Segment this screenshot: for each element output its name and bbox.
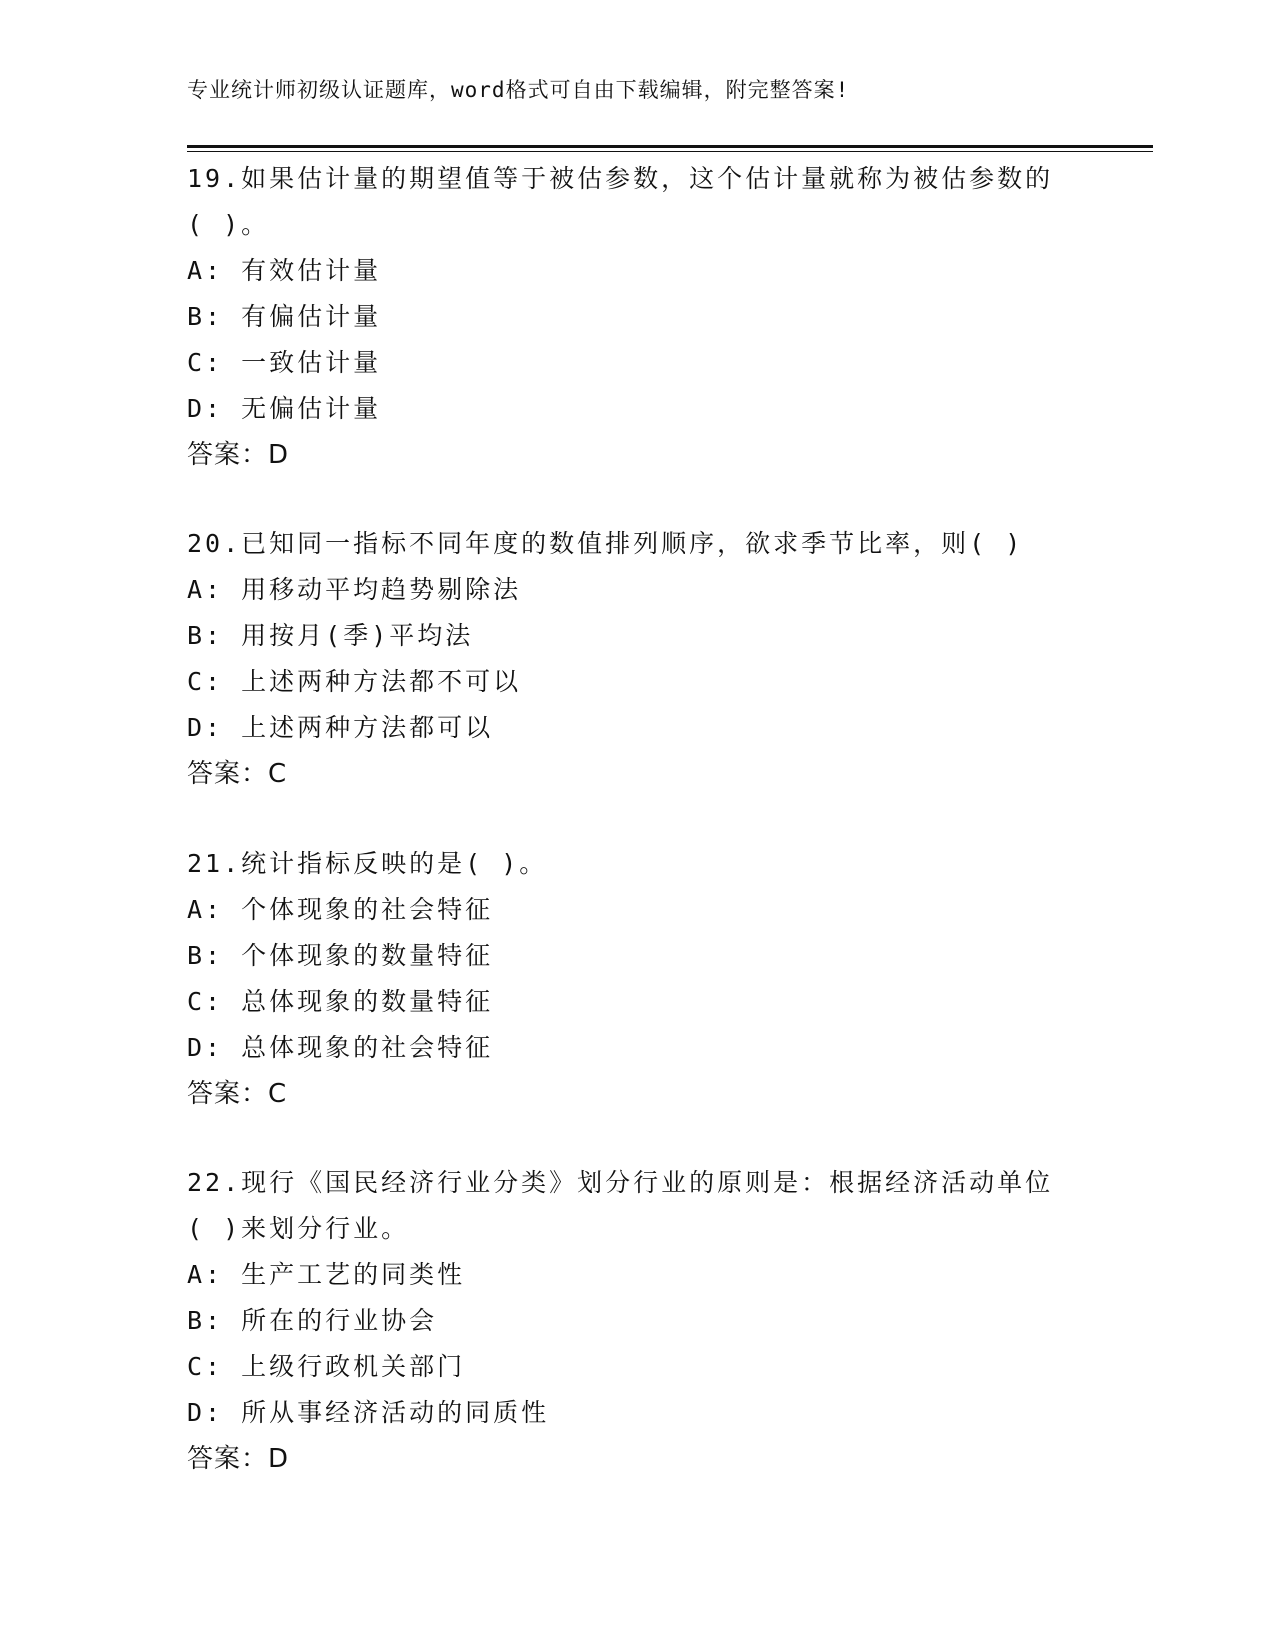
question-20 — [187, 521, 1087, 797]
option-a: A: 个体现象的社会特征 — [187, 895, 494, 924]
answer-label: 答案：D — [187, 1444, 290, 1474]
question-stem: 21.统计指标反映的是( )。 — [187, 849, 548, 878]
option-a: A: 有效估计量 — [187, 256, 382, 285]
question-19 — [187, 156, 1087, 478]
answer-label: 答案：C — [187, 759, 288, 789]
option-d: D: 总体现象的社会特征 — [187, 1033, 494, 1062]
option-d: D: 所从事经济活动的同质性 — [187, 1398, 550, 1427]
option-a: A: 生产工艺的同类性 — [187, 1260, 466, 1289]
document-header: 专业统计师初级认证题库，word格式可自由下载编辑，附完整答案! — [187, 78, 850, 102]
option-b: B: 用按月(季)平均法 — [187, 621, 474, 650]
option-d: D: 无偏估计量 — [187, 394, 382, 423]
question-stem: ( )。 — [187, 210, 270, 239]
option-c: C: 上述两种方法都不可以 — [187, 667, 522, 696]
answer-label: 答案：C — [187, 1079, 288, 1109]
answer-label: 答案：D — [187, 440, 290, 470]
option-b: B: 个体现象的数量特征 — [187, 941, 494, 970]
question-stem: 19.如果估计量的期望值等于被估参数，这个估计量就称为被估参数的 — [187, 164, 1054, 193]
question-22 — [187, 1160, 1087, 1482]
option-b: B: 有偏估计量 — [187, 302, 382, 331]
option-d: D: 上述两种方法都可以 — [187, 713, 494, 742]
option-c: C: 一致估计量 — [187, 348, 382, 377]
header-rule-thin — [187, 151, 1153, 152]
option-b: B: 所在的行业协会 — [187, 1306, 438, 1335]
option-c: C: 总体现象的数量特征 — [187, 987, 494, 1016]
option-c: C: 上级行政机关部门 — [187, 1352, 466, 1381]
header-rule-thick — [187, 145, 1153, 148]
question-stem: ( )来划分行业。 — [187, 1214, 410, 1243]
question-stem: 22.现行《国民经济行业分类》划分行业的原则是：根据经济活动单位 — [187, 1168, 1054, 1197]
option-a: A: 用移动平均趋势剔除法 — [187, 575, 522, 604]
question-21 — [187, 841, 1087, 1117]
question-stem: 20.已知同一指标不同年度的数值排列顺序，欲求季节比率，则( ) — [187, 529, 1024, 558]
